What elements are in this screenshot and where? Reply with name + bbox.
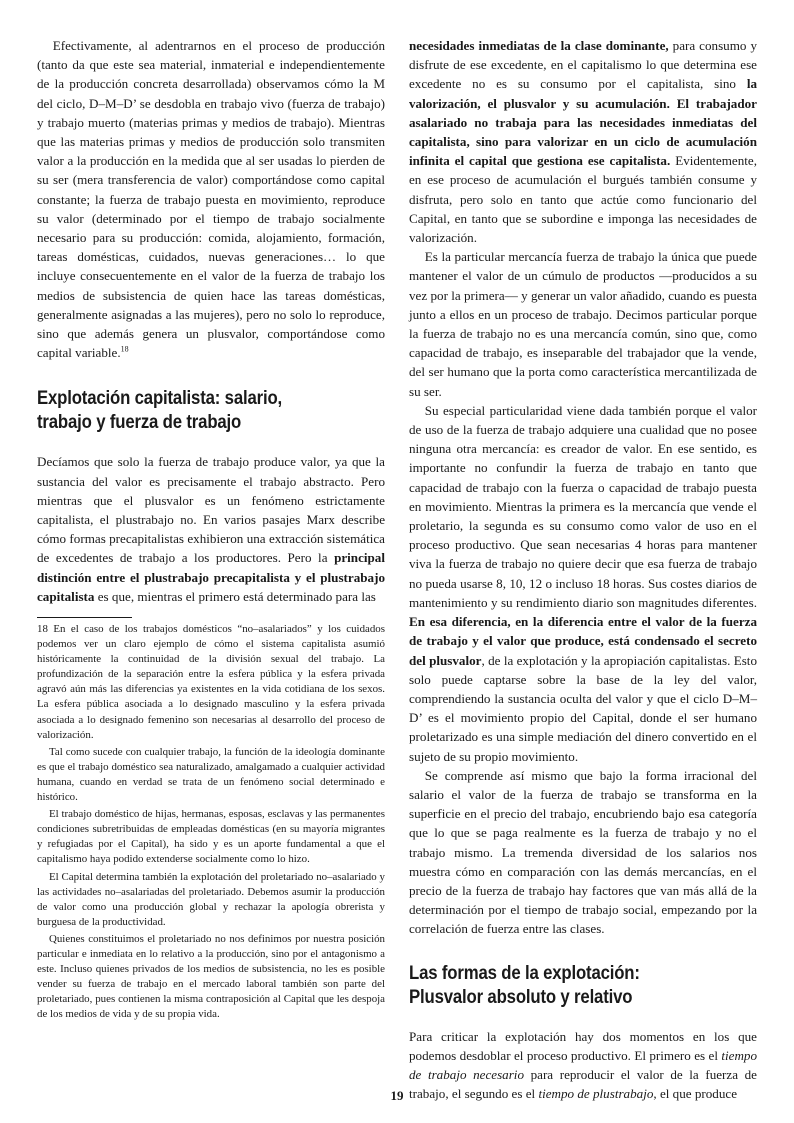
- footnote-18-paragraph: El trabajo doméstico de hijas, hermanas, esposas, esclavas y las permanentes condiciones subretribuidas de empleadas domésticas (en su mayoría migrantes y refugiadas por el Capital), ha sido y es un aporte fundamental a que el capitalismo haya podido extenderse socialmente como lo hizo.: [37, 808, 385, 866]
- footnote-18-paragraph: Quienes constituimos el proletariado no nos definimos por nuestra posición particular e inmediata en lo relativo a la producción, sino por el antagonismo a este. Incluso quienes privados de los medios de subsistencia, no les es posible vender su fuerza de trabajo en el mercado laboral también son parte del proletariado, pues contienen la misma contraposición al Capital que les despoja de los medios de vida y de su propia vida.: [37, 932, 385, 1021]
- paragraph-valorizacion: necesidades inmediatas de la clase dominante, para consumo y disfrute de ese excedente, en el capitalismo lo que determina ese excedente no es su consumo por el capitalista, sino la valorización, el plusvalor y su acumulación. El trabajador asalariado no trabaja para las necesidades inmediatas del capitalista, sino para valorizar en un ciclo de acumulación infinita el capital que gestiona ese capitalista. Evidentemente, en ese proceso de acumulación el burgués también consume y disfruta, pero solo en tanto que actúe como funcionario del Capital, en tanto que se subordine e imponga las necesidades de valorización.: [409, 38, 757, 246]
- right-column: [409, 36, 757, 1103]
- footnote-divider: [37, 617, 132, 618]
- footnote-reference-18[interactable]: 18: [120, 344, 129, 354]
- footnote-18-paragraph: Tal como sucede con cualquier trabajo, la función de la ideología dominante es que el trabajo doméstico sea naturalizado, amalgamado a cualquier actividad humana, cuando en verdad se trata de un fenómeno social determinado e histórico.: [37, 745, 385, 804]
- footnotes-area: [37, 622, 385, 1024]
- footnote-18-paragraph: El Capital determina también la explotación del proletariado no–asalariado y las actividades no–asalariadas del proletariado. Debemos asumir la producción de valor como una producción global y rechazar la apología obrerista y burguesa de la productividad.: [37, 870, 385, 928]
- paragraph-criticar: Para criticar la explotación hay dos momentos en los que podemos desdoblar el proceso productivo. El primero es el tiempo de trabajo necesario para reproducir el valor de la fuerza de trabajo, el segundo es el tiempo de plustrabajo, el que produce: [409, 1028, 757, 1102]
- footnote-18: 18 En el caso de los trabajos domésticos “no–asalariados” y los cuidados podemos ver un claro ejemplo de cómo el sistema capitalista asumió históricamente la continuidad de la división sexual del trabajo. La profundización de la separación entre la esfera pública y la esfera privada agravó aún más las diferencias ya existentes en la vida cotidiana de los sexos. La esfera pública asociada a lo designado masculino y la esfera privada asociada a lo designado femenino son necesarias al desarrollo del proceso de valorización.: [37, 623, 385, 741]
- paragraph-salario: Se comprende así mismo que bajo la forma irracional del salario el valor de la fuerza de trabajo se transforma en la superficie en el precio del trabajo, encubriendo bajo esa categoría que lo que se paga realmente es la fuerza de trabajo y no el trabajo mismo. La tremenda diversidad de los salarios nos muestra cómo en comparación con las demás mercancías, en el precio de la fuerza de trabajo hay factores que van más allá de la determinación por el tiempo de trabajo social, empezando por la correlación de fuerza entre las clases.: [409, 767, 757, 937]
- left-column: [37, 36, 385, 606]
- section-heading-formas: Las formas de la explotación: Plusvalor absoluto y relativo: [409, 961, 640, 1008]
- paragraph-particularidad: Su especial particularidad viene dada también porque el valor de uso de la fuerza de trabajo adquiere una cualidad que no posee ninguna otra mercancía: es creador de valor. En ese sentido, es importante no confundir la fuerza de trabajo en tanto que capacidad de trabajo con la fuerza o capacidad de trabajo puesta en movimiento. Mientras la primera es la mercancía que vende el proletario, la segunda es su consumo como valor de uso en el proceso productivo. Que sean necesarias 4 horas para mantener viva la fuerza de trabajo no quiere decir que esa fuerza de trabajo no pueda usarse 8, 10, 12 o incluso 18 horas. Sus costes diarios de mantenimiento y su rendimiento diario son magnitudes diferentes. En esa diferencia, en la diferencia entre el valor de la fuerza de trabajo y el valor que produce, está condensado el secreto del plusvalor, de la explotación y la apropiación capitalistas. Esto solo puede captarse sobre la base de la ley del valor, comprendiendo la sustancia oculta del valor y que el ciclo D–M–D’ es el movimiento propio del Capital, donde el ser humano proletarizado es una simple mediación del dinero convertido en el sujeto de su propio movimiento.: [409, 402, 757, 764]
- section-heading-explotacion: Explotación capitalista: salario, trabajo y fuerza de trabajo: [37, 387, 283, 434]
- page-number: 19: [390, 1088, 404, 1103]
- intro-paragraph: Efectivamente, al adentrarnos en el proceso de producción (tanto da que este sea material, inmaterial e independientemente de la producción concreta desarrollada) observamos cómo la M del ciclo, D–M–D’ se desdobla en trabajo vivo (fuerza de trabajo) y trabajo muerto (materias primas y medios de trabajo). Mientras que las materias primas y medios de producción solo transmiten valor a la producción en la medida que al ser usadas lo pierden de su ser (mera transferencia de valor) comportándose como capital constante; la fuerza de trabajo puesta en movimiento, reproduce su valor (determinado por el tiempo de trabajo socialmente necesario para su producción: comida, alojamiento, formación, tareas domésticas, cuidados, nuevas generaciones… lo que incluye consecuentemente en el valor de la fuerza de trabajo los medios de subsistencia de quien hace las tareas domésticas, generalmente asignadas a las mujeres), pero no solo lo reproduce, sino que además genera un plusvalor, comportándose como capital variable.$^{18}$: [37, 38, 385, 361]
- paragraph-mercancia: Es la particular mercancía fuerza de trabajo la única que puede mantener el valor de un cúmulo de productos —producidos a su vez por la primera— y generar un valor añadido, cuando es puesta junto a ellos en un proceso de trabajo. Decimos particular porque la fuerza de trabajo no es una mercancía común, sino que, como capacidad de trabajo, es inseparable del trabajador que la vende, del ser humano que la porta como característica mercantilizada de su ser.: [409, 249, 757, 399]
- paragraph-plustrabajo: Decíamos que solo la fuerza de trabajo produce valor, ya que la sustancia del valor es precisamente el trabajo abstracto. Pero mientras que el plusvalor es un fenómeno estrictamente capitalista, el plustrabajo no. En varios pasajes Marx describe cómo formas precapitalistas exhibieron una extracción sistemática de excedentes de trabajo a los productores. Pero la principal distinción entre el plustrabajo precapitalista y el plustrabajo capitalista es que, mientras el primero está determinado para las: [37, 454, 385, 604]
